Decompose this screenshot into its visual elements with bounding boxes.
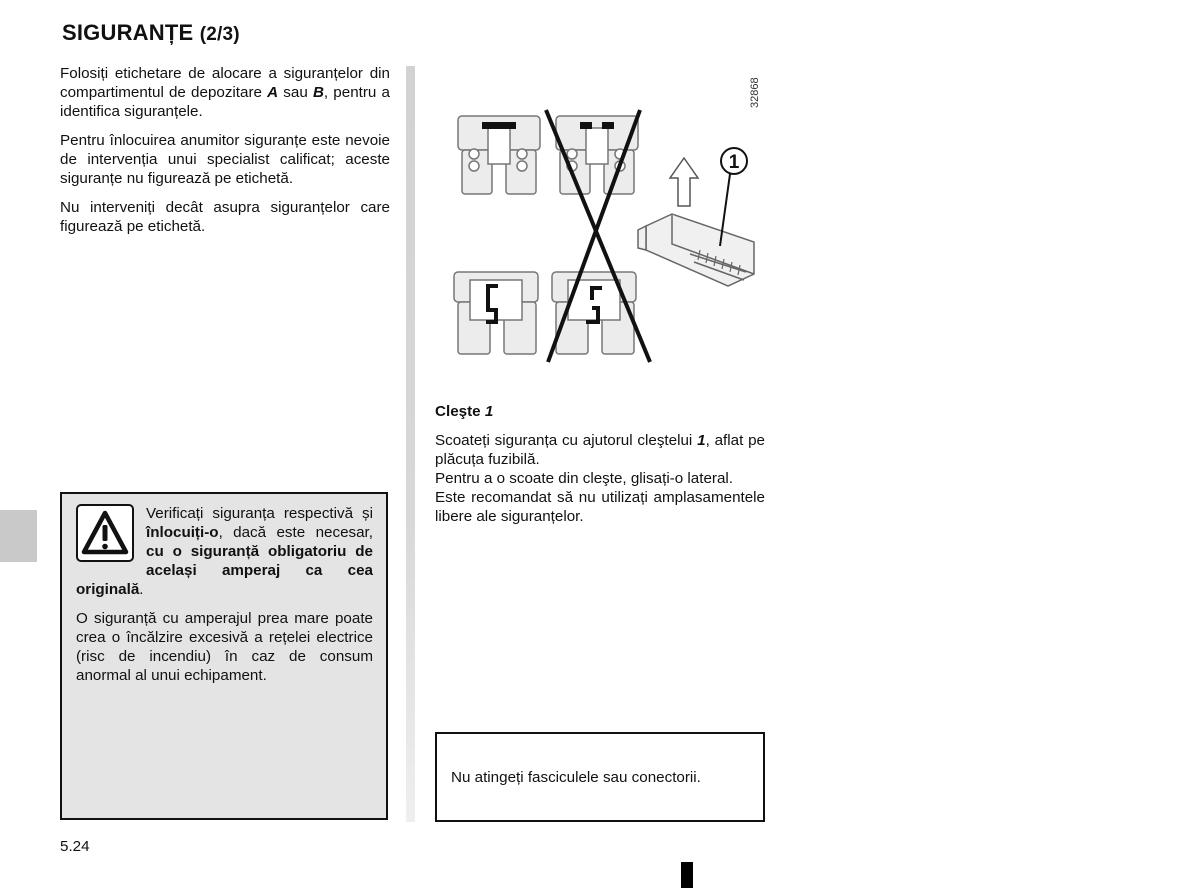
page-title-part: (2/3) — [199, 24, 240, 45]
puller-heading: Cleşte 1 — [435, 403, 494, 420]
warning-box — [60, 492, 388, 820]
warning-paragraph-1: Verificați siguranța respectivă și înlocuiți-o, dacă este necesar, cu o siguranță obligatoriu de același amperaj ca cea originală. — [76, 505, 373, 598]
page-edge-mark — [681, 862, 693, 888]
specialist-paragraph: Pentru înlocuirea anumitor siguranțe este nevoie de intervenția unui specialist calificat; aceste siguranțe nu figurează pe etichetă. — [60, 132, 390, 187]
note-text: Nu atingeți fasciculele sau conectorii. — [451, 768, 701, 786]
label-paragraph: Nu interveniți decât asupra siguranțelor care figurează pe etichetă. — [60, 199, 390, 235]
fuse-illustration — [432, 66, 784, 384]
puller-paragraph-1: Scoateți siguranța cu ajutorul cleştelui 1, aflat pe plăcuța fuzibilă. — [435, 432, 765, 468]
puller-paragraph-2: Pentru a o scoate din cleşte, glisați-o lateral. — [435, 470, 734, 487]
intro-paragraph: Folosiți etichetare de alocare a siguranțelor din compartimentul de depozitare A sau B, pentru a identifica siguranțele. — [60, 65, 390, 120]
arrow-up-icon — [670, 158, 698, 206]
warning-triangle-icon — [76, 504, 134, 562]
puller-paragraph-3: Este recomandat să nu utilizați amplasamentele libere ale siguranțelor. — [435, 489, 765, 525]
page-number: 5.24 — [60, 838, 90, 855]
callout-number: 1 — [728, 152, 740, 173]
fuse-puller-icon — [638, 214, 754, 286]
warning-paragraph-2: O siguranță cu amperajul prea mare poate crea o încălzire excesivă a rețelei electrice (risc de incendiu) în caz de consum anormal al unui echipament. — [76, 610, 373, 684]
right-column — [435, 402, 765, 526]
chapter-tab — [0, 510, 37, 562]
figure-reference-number: 32868 — [749, 77, 761, 108]
note-box — [435, 732, 765, 822]
page-title: SIGURANȚE (2/3) — [62, 20, 240, 45]
column-divider — [406, 66, 415, 822]
left-column — [60, 64, 390, 246]
